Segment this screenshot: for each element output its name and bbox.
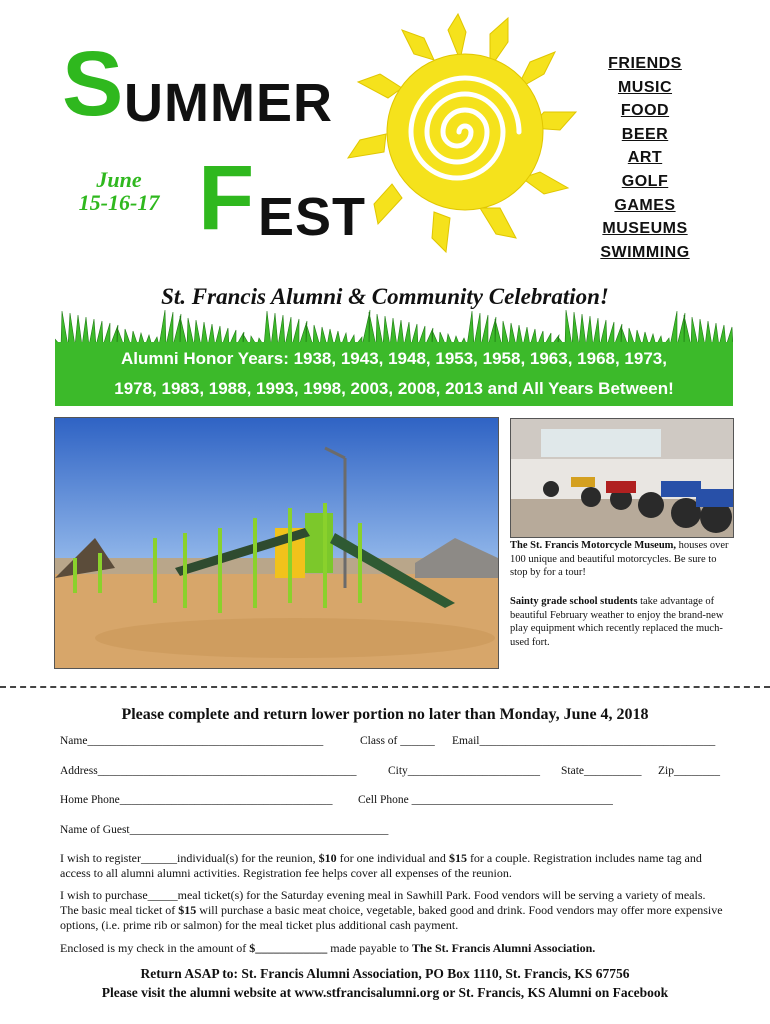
website-info: Please visit the alumni website at www.stfrancisalumni.org or St. Francis, KS Alumni on Facebook bbox=[101, 985, 669, 1000]
form-title: Please complete and return lower portion no later than Monday, June 4, 2018 bbox=[121, 706, 649, 723]
activity-item: MUSIC bbox=[617, 78, 673, 96]
registration-text bbox=[60, 851, 725, 881]
registration-text-b: for one individual and bbox=[336, 851, 449, 865]
honor-years-line2: 1978, 1983, 1988, 1993, 1998, 2003, 2008, 2013 and All Years Between! bbox=[114, 379, 674, 398]
registration-text-a: I wish to register______individual(s) for the reunion, bbox=[60, 851, 319, 865]
activity-item: GAMES bbox=[614, 196, 676, 214]
honor-years-line1: Alumni Honor Years: 1938, 1943, 1948, 1953, 1958, 1963, 1968, 1973, bbox=[121, 349, 667, 368]
name-field[interactable]: Name_________________________________________ bbox=[60, 735, 324, 747]
class-field[interactable]: Class of ______ bbox=[360, 735, 435, 747]
grass-blades bbox=[55, 310, 733, 346]
event-days: 15-16-17 bbox=[78, 190, 160, 216]
activities-list bbox=[575, 52, 715, 264]
playground-photo bbox=[54, 417, 499, 669]
city-field[interactable]: City_______________________ bbox=[388, 765, 541, 777]
registration-price-single: $10 bbox=[318, 851, 337, 865]
meal-text-a: I wish to purchase_____meal ticket(s) for the Saturday evening meal in Sawhill Park. Food vendors will be serving a variety of meals. The basic meal ticket of bbox=[60, 888, 706, 917]
tagline: St. Francis Alumni & Community Celebration! bbox=[161, 284, 609, 309]
registration-text-c: for a couple. Registration includes name tag and access to all alumni alumni activities. Registration fee helps cover all expenses of the reunion. bbox=[60, 851, 702, 880]
address-field[interactable]: Address_____________________________________________ bbox=[60, 765, 357, 777]
museum-caption bbox=[510, 539, 730, 580]
sun-icon bbox=[330, 12, 590, 282]
footer bbox=[0, 964, 770, 1002]
enclosed-payee: The St. Francis Alumni Association. bbox=[411, 941, 596, 955]
event-dates bbox=[64, 168, 174, 214]
event-month: June bbox=[96, 167, 142, 192]
museum-caption-text: houses over 100 unique and beautiful motorcycles. Be sure to stop by for a tour! bbox=[510, 540, 729, 578]
activity-item: MUSEUMS bbox=[602, 220, 688, 238]
return-address: Return ASAP to: St. Francis Alumni Association, PO Box 1110, St. Francis, KS 67756 bbox=[140, 966, 630, 981]
grass-border bbox=[55, 306, 733, 346]
enclosed-text-a: Enclosed is my check in the amount of bbox=[60, 941, 250, 955]
cell-phone-field[interactable]: Cell Phone ___________________________________ bbox=[358, 794, 613, 806]
meal-text bbox=[60, 888, 725, 933]
meal-text-b: will purchase a basic meat choice, vegetable, baked good and drink. Food vendors may offer more expensive options, (i.e. prime rib or salmon) for the meal ticket plus additional cash payment. bbox=[60, 903, 723, 932]
home-phone-field[interactable]: Home Phone_____________________________________ bbox=[60, 794, 333, 806]
school-caption-title: Sainty grade school students bbox=[510, 596, 638, 607]
honor-years-band bbox=[55, 342, 733, 406]
museum-caption-title: The St. Francis Motorcycle Museum, bbox=[510, 540, 677, 551]
state-field[interactable]: State__________ bbox=[561, 765, 642, 777]
activity-item: FRIENDS bbox=[608, 55, 682, 72]
summer-title-rest: UMMER bbox=[124, 73, 333, 133]
enclosed-amount-field[interactable]: $____________ bbox=[249, 941, 328, 955]
enclosed-text bbox=[60, 941, 725, 956]
activity-item: GOLF bbox=[621, 172, 669, 190]
email-field[interactable]: Email_________________________________________ bbox=[452, 735, 716, 747]
school-caption-text: take advantage of beautiful February weather to enjoy the brand-new play equipment which recently replaced the much-used fort. bbox=[510, 596, 724, 648]
activity-item: BEER bbox=[621, 125, 669, 143]
activity-item: ART bbox=[627, 149, 663, 167]
fest-title-rest: EST bbox=[258, 187, 367, 247]
guest-name-field[interactable]: Name of Guest_____________________________________________ bbox=[60, 824, 389, 836]
registration-price-couple: $15 bbox=[448, 851, 467, 865]
cut-line bbox=[0, 686, 770, 688]
school-caption bbox=[510, 595, 730, 649]
activity-item: SWIMMING bbox=[600, 243, 690, 261]
fest-initial: F bbox=[198, 147, 255, 249]
activity-item: FOOD bbox=[620, 102, 670, 120]
motorcycle-museum-photo bbox=[510, 418, 734, 538]
meal-price: $15 bbox=[178, 903, 197, 917]
summer-initial: S bbox=[62, 33, 124, 135]
zip-field[interactable]: Zip________ bbox=[658, 765, 720, 777]
enclosed-text-b: made payable to bbox=[327, 941, 412, 955]
